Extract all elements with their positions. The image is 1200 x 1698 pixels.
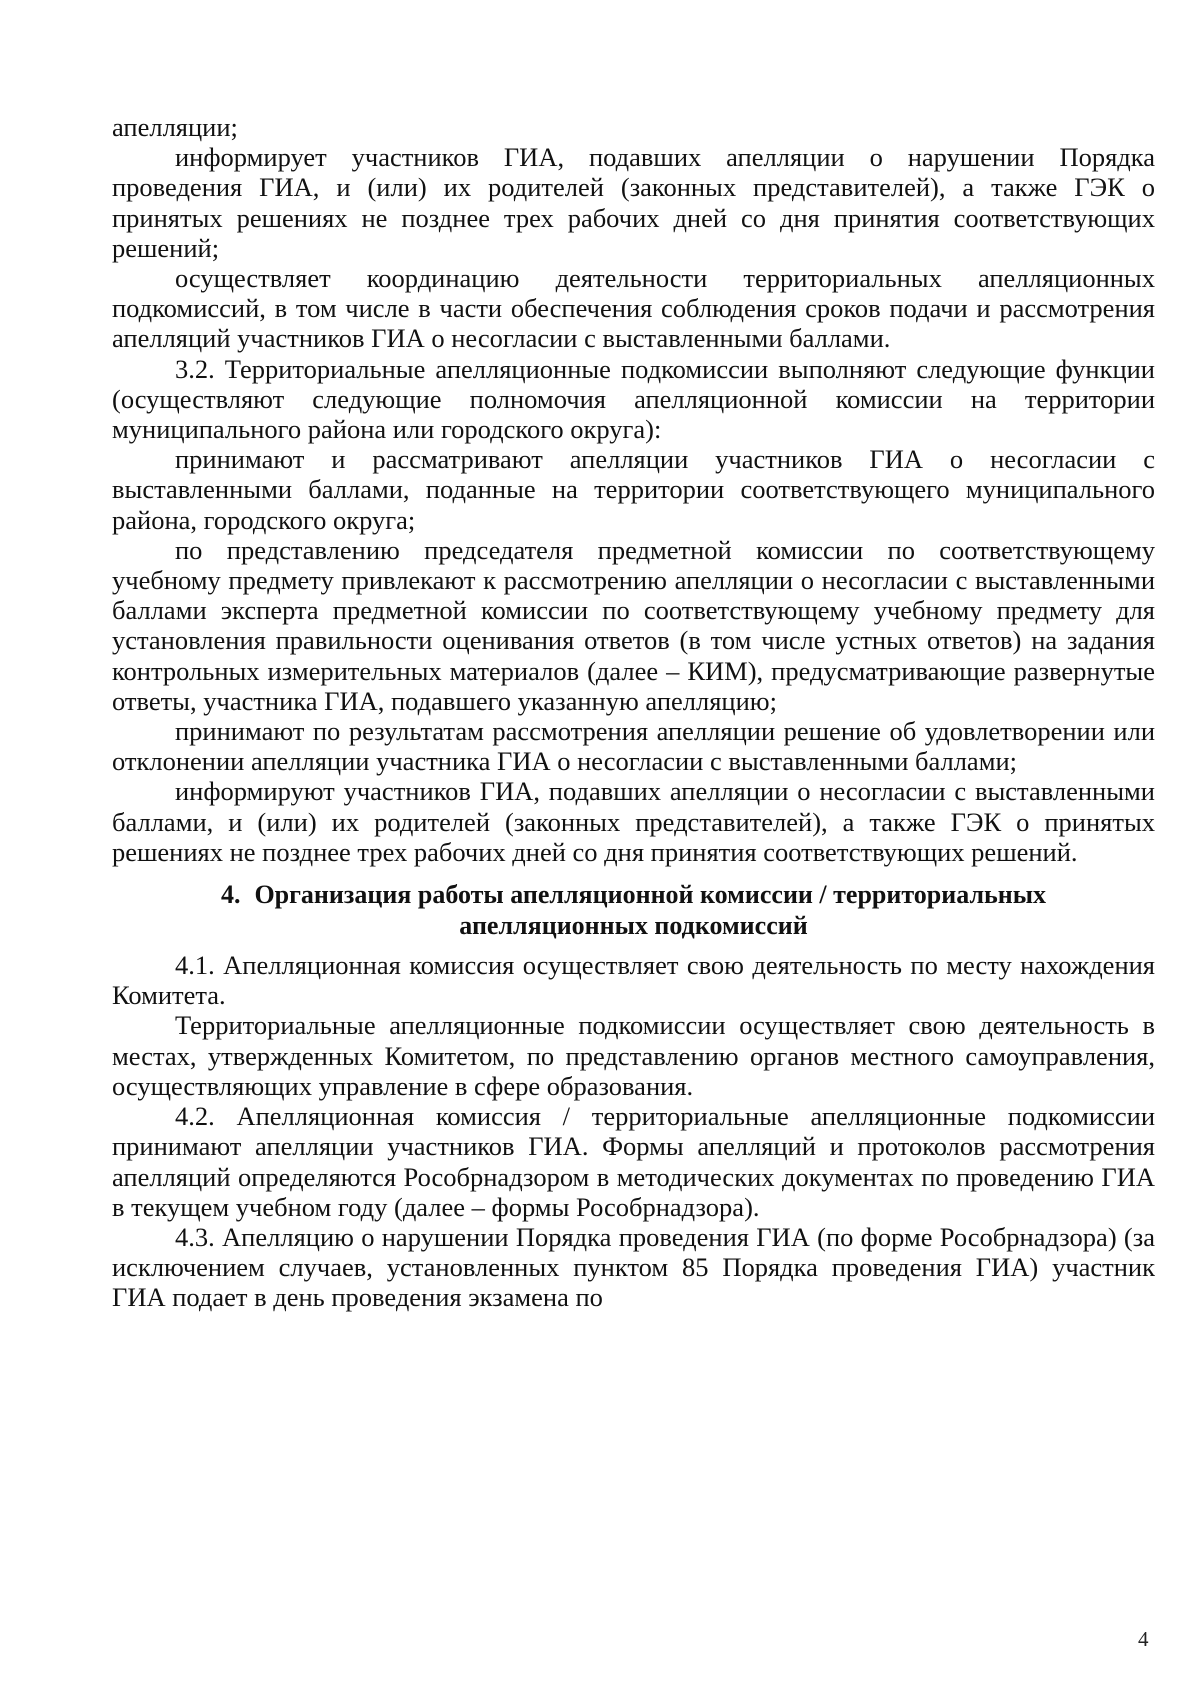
paragraph: 3.2. Территориальные апелляционные подкомиссии выполняют следующие функции (осуществляют следующие полномочия апелляционной комиссии на территории муниципального района или городского округа): [112, 353, 1155, 445]
paragraph: информируют участников ГИА, подавших апелляции о несогласии с выставленными баллами, и (или) их родителей (законных представителей), а также ГЭК о принятых решениях не позднее трех рабочих дней со дня принятия соответствующих решений. [112, 776, 1155, 867]
paragraph: 4.2. Апелляционная комиссия / территориальные апелляционные подкомиссии принимают апелляции участников ГИА. Формы апелляций и протоколов рассмотрения апелляций определяются Рособрнадзором в методических документах по проведению ГИА в текущем учебном году (далее – формы Рособрнадзора). [112, 1101, 1155, 1222]
paragraph-continuation: апелляции; [112, 112, 238, 142]
paragraph: осуществляет координацию деятельности территориальных апелляционных подкомиссий, в том числе в части обеспечения соблюдения сроков подачи и рассмотрения апелляций участников ГИА о несогласии с выставленными баллами. [112, 263, 1155, 354]
section-title-part-1: Организация работы апелляционной комиссии / территориальных [254, 880, 1047, 910]
paragraph: принимают и рассматривают апелляции участников ГИА о несогласии с выставленными баллами, поданные на территории соответствующего муниципального района, городского округа; [112, 444, 1155, 535]
paragraph: по представлению председателя предметной комиссии по соответствующему учебному предмету привлекают к рассмотрению апелляции о несогласии с выставленными баллами эксперта предметной комиссии по соответствующему учебному предмету для установления правильности оценивания ответов (в том числе устных ответов) на задания контрольных измерительных материалов (далее – КИМ), предусматривающие развернутые ответы, участника ГИА, подавшего указанную апелляцию; [112, 534, 1155, 716]
paragraph: Территориальные апелляционные подкомиссии осуществляет свою деятельность в местах, утвержденных Комитетом, по представлению органов местного самоуправления, осуществляющих управление в сфере образования. [112, 1010, 1155, 1101]
section-title-part-2: апелляционных подкомиссий [459, 910, 808, 940]
section-number: 4. [220, 880, 241, 910]
document-page [112, 112, 1155, 1313]
section-heading-line-1 [112, 880, 1155, 911]
paragraph: принимают по результатам рассмотрения апелляции решение об удовлетворении или отклонении апелляции участника ГИА о несогласии с выставленными баллами; [112, 716, 1155, 777]
section-heading [112, 880, 1155, 941]
paragraph: 4.3. Апелляцию о нарушении Порядка проведения ГИА (по форме Рособрнадзора) (за исключением случаев, установленных пунктом 85 Порядка проведения ГИА) участник ГИА подает в день проведения экзамена по [112, 1221, 1155, 1313]
page-number: 4 [1138, 1627, 1149, 1651]
paragraph: 4.1. Апелляционная комиссия осуществляет свою деятельность по месту нахождения Комитета. [112, 950, 1155, 1011]
paragraph: информирует участников ГИА, подавших апелляции о нарушении Порядка проведения ГИА, и (или) их родителей (законных представителей), а также ГЭК о принятых решениях не позднее трех рабочих дней со дня принятия соответствующих решений; [112, 142, 1155, 263]
